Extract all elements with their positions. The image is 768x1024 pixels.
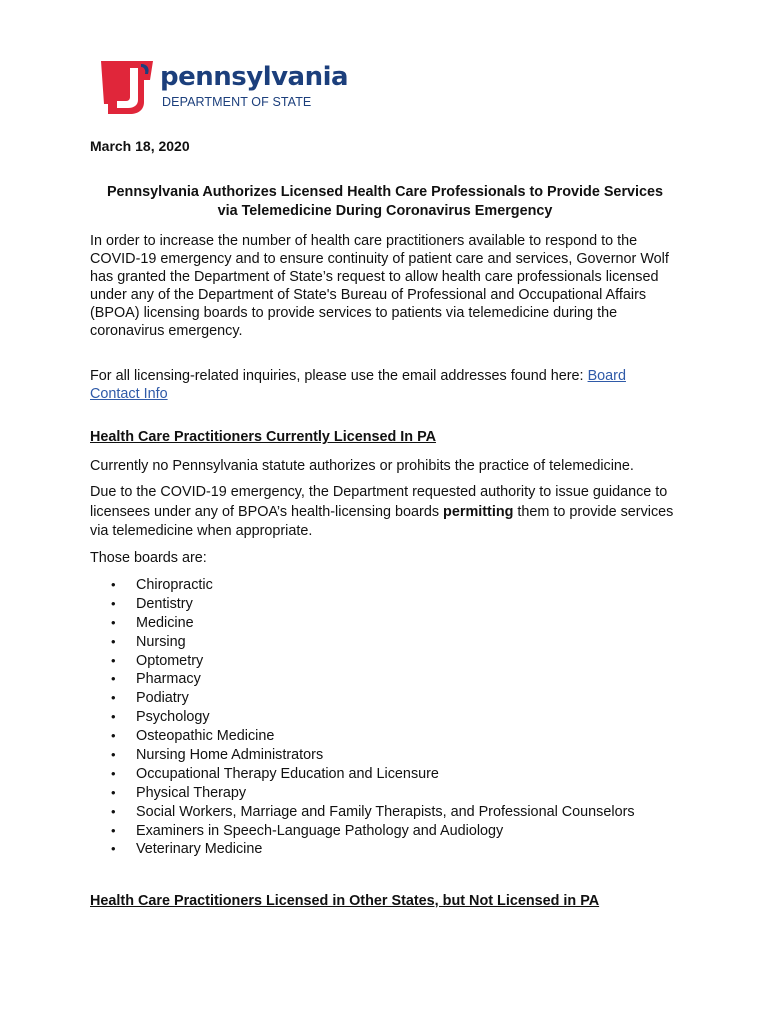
bullet-icon: • <box>111 728 116 744</box>
list-item <box>90 576 635 595</box>
headline-line-1: Pennsylvania Authorizes Licensed Health Care Professionals to Provide Services <box>106 184 664 200</box>
boards-intro: Those boards are: <box>90 550 207 566</box>
board-name: Chiropractic <box>136 577 213 593</box>
board-name: Medicine <box>136 614 194 631</box>
list-item <box>90 614 635 633</box>
board-name: Optometry <box>136 652 204 669</box>
board-name: Social Workers, Marriage and Family Therapists, and Professional Counselors <box>136 803 635 820</box>
board-name: Nursing <box>136 633 186 650</box>
list-item <box>90 746 635 765</box>
bullet-icon: • <box>111 633 116 649</box>
bullet-icon: • <box>111 709 116 725</box>
list-item <box>90 670 635 689</box>
list-item <box>90 689 635 708</box>
section-heading-other-states: Health Care Practitioners Licensed in Other States, but Not Licensed in PA <box>90 893 600 909</box>
covid-authority-text-1: Due to the COVID-19 emergency, the Department requested authority to issue guidance to licensees under any of BPOA’s health-licensing boards <box>90 484 668 520</box>
list-item <box>90 803 635 822</box>
permitting-emphasis: permitting <box>443 503 514 520</box>
bullet-icon: • <box>111 671 116 687</box>
section-heading-licensed-in-pa: Health Care Practitioners Currently Licensed In PA <box>90 429 437 445</box>
bullet-icon: • <box>111 841 116 857</box>
list-item <box>90 633 635 652</box>
logo-wordmark: pennsylvania <box>160 62 349 92</box>
bullet-icon: • <box>111 690 116 706</box>
inquiries-paragraph <box>90 367 675 403</box>
board-name: Examiners in Speech-Language Pathology and Audiology <box>136 822 504 839</box>
board-name: Physical Therapy <box>136 784 247 801</box>
pa-dos-logo <box>100 58 349 116</box>
bullet-icon: • <box>111 765 116 781</box>
list-item <box>90 652 635 671</box>
covid-authority-text-2: them to provide services via telemedicine when appropriate. <box>90 503 674 539</box>
inquiries-text: For all licensing-related inquiries, please use the email addresses found here: <box>90 368 588 384</box>
board-name: Psychology <box>136 709 210 726</box>
logo-subtitle: DEPARTMENT OF STATE <box>162 95 312 109</box>
board-name: Podiatry <box>136 690 189 707</box>
licensing-boards-list <box>90 576 635 859</box>
bullet-icon: • <box>111 803 116 819</box>
board-contact-info-link[interactable]: Board Contact Info <box>90 368 626 402</box>
bullet-icon: • <box>111 652 116 668</box>
telemedicine-statute-paragraph: Currently no Pennsylvania statute authorizes or prohibits the practice of telemedicine. <box>90 458 634 474</box>
covid-authority-paragraph <box>90 483 685 542</box>
list-item <box>90 708 635 727</box>
bullet-icon: • <box>111 595 116 611</box>
bullet-icon: • <box>111 577 116 592</box>
list-item <box>90 840 635 859</box>
list-item <box>90 595 635 614</box>
list-item <box>90 765 635 784</box>
bullet-icon: • <box>111 822 116 838</box>
bullet-icon: • <box>111 784 116 800</box>
list-item <box>90 822 635 841</box>
headline-line-2: via Telemedicine During Coronavirus Emergency <box>217 203 553 219</box>
board-name: Pharmacy <box>136 671 201 688</box>
document-date: March 18, 2020 <box>90 138 190 154</box>
board-name: Occupational Therapy Education and Licensure <box>136 765 439 782</box>
keystone-logo-icon <box>100 58 156 116</box>
bullet-icon: • <box>111 747 116 763</box>
bullet-icon: • <box>111 614 116 630</box>
board-name: Veterinary Medicine <box>136 841 263 858</box>
list-item <box>90 727 635 746</box>
press-release-headline <box>90 183 680 221</box>
intro-paragraph: In order to increase the number of health care practitioners available to respond to the COVID-19 emergency and to ensure continuity of patient care and services, Governor Wolf has granted the Department of State’s request to allow health care professionals licensed under any of the Department of State's Bureau of Professional and Occupational Affairs (BPOA) licensing boards to provide services to patients via telemedicine during the coronavirus emergency. <box>90 233 669 339</box>
board-name: Dentistry <box>136 595 193 612</box>
board-name: Osteopathic Medicine <box>136 728 275 745</box>
list-item <box>90 784 635 803</box>
board-name: Nursing Home Administrators <box>136 747 324 764</box>
